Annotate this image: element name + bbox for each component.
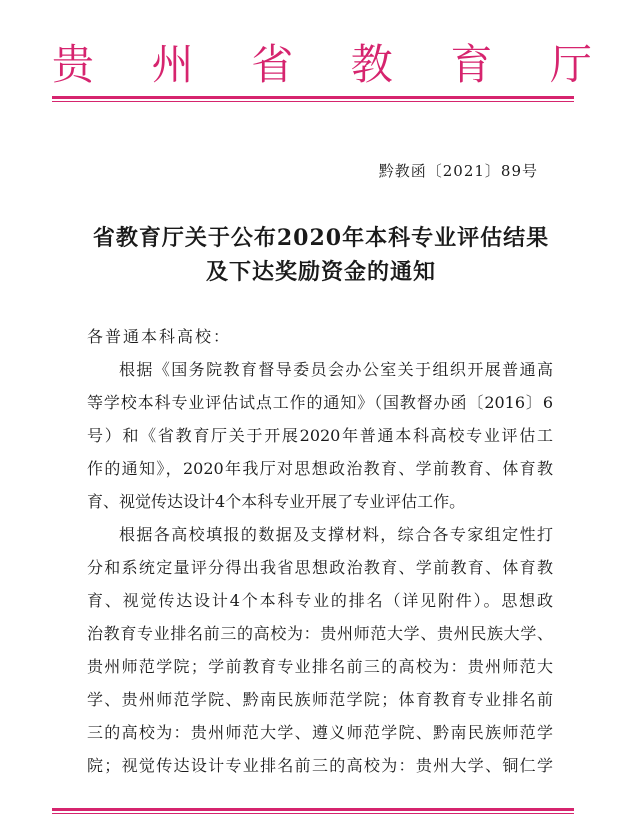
paragraph-2-line: 三的高校为：贵州师范大学、遵义师范学院、黔南民族师范学 — [87, 723, 553, 742]
paragraph-2-line: 根据各高校填报的数据及支撑材料，综合各专家组定性打 — [119, 525, 553, 544]
document-title-line-1: 省教育厅关于公布2020年本科专业评估结果 — [92, 225, 550, 251]
document-title-line-2: 及下达奖励资金的通知 — [205, 259, 436, 285]
paragraph-2-line: 育、视觉传达设计4个本科专业的排名（详见附件）。思想政 — [87, 591, 553, 610]
paragraph-1-line: 等学校本科专业评估试点工作的通知》（国教督办函〔2016〕6 — [87, 393, 553, 412]
salutation: 各普通本科高校： — [87, 327, 232, 346]
letterhead-title — [52, 40, 592, 90]
footer-rule-thin — [52, 813, 574, 814]
letterhead-char: 贵 — [52, 40, 95, 89]
letterhead-char: 厅 — [549, 40, 592, 89]
letterhead-char: 省 — [251, 40, 294, 89]
letterhead-char: 教 — [350, 40, 393, 89]
paragraph-2-line: 贵州师范学院；学前教育专业排名前三的高校为：贵州师范大 — [87, 657, 553, 676]
paragraph-1-line: 号）和《省教育厅关于开展2020年普通本科高校专业评估工 — [87, 426, 553, 445]
paragraph-2-line: 分和系统定量评分得出我省思想政治教育、学前教育、体育教 — [87, 558, 553, 577]
letterhead-rule-thin — [52, 101, 574, 102]
paragraph-2-line: 院；视觉传达设计专业排名前三的高校为：贵州大学、铜仁学 — [87, 756, 553, 775]
paragraph-2-line: 学、贵州师范学院、黔南民族师范学院；体育教育专业排名前 — [87, 690, 553, 709]
paragraph-2-line: 治教育专业排名前三的高校为：贵州师范大学、贵州民族大学、 — [87, 624, 553, 643]
document-number: 黔教函〔2021〕89号 — [378, 162, 538, 180]
paragraph-1-line: 作的通知》，2020年我厅对思想政治教育、学前教育、体育教 — [87, 459, 553, 478]
paragraph-1-line: 根据《国务院教育督导委员会办公室关于组织开展普通高 — [119, 360, 553, 379]
letterhead-char: 育 — [450, 40, 493, 89]
letterhead-char: 州 — [151, 40, 194, 89]
paragraph-1-line: 育、视觉传达设计4个本科专业开展了专业评估工作。 — [87, 492, 466, 511]
footer-rule-thick — [52, 808, 574, 811]
letterhead-rule-thick — [52, 96, 574, 99]
